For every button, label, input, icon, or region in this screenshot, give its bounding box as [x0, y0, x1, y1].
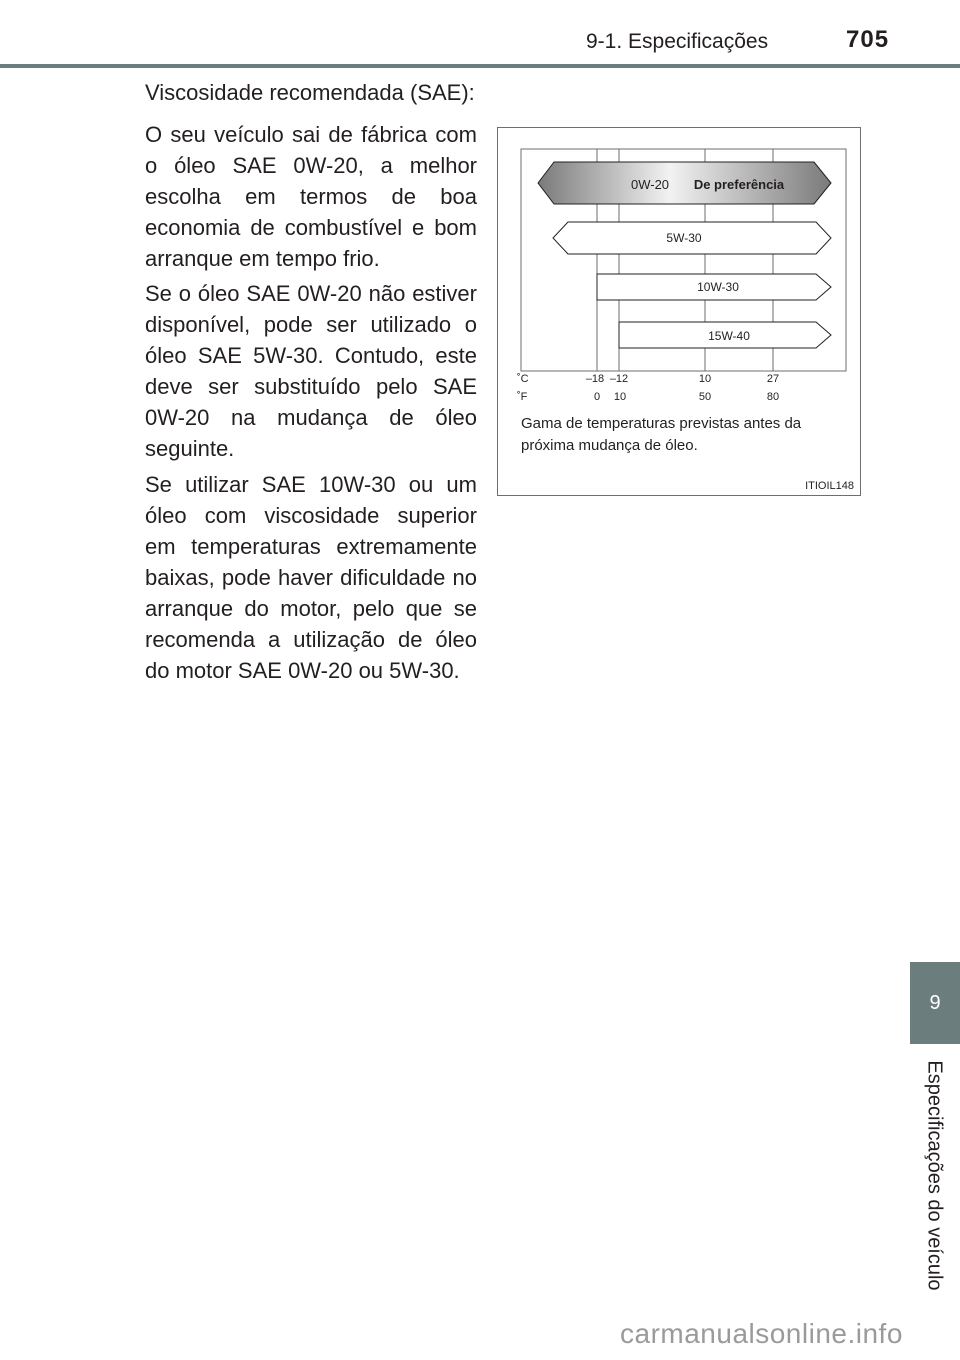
oil-viscosity-figure	[497, 127, 861, 496]
fahrenheit-tick-10: 10	[613, 391, 627, 403]
section-subheading: Viscosidade recomendada (SAE):	[145, 80, 475, 105]
celsius-tick-10: 10	[698, 373, 712, 385]
arrow-0w20	[538, 162, 831, 204]
header-divider	[0, 64, 960, 68]
celsius-tick-minus18: –18	[585, 373, 605, 385]
arrow-0w20-note: De preferência	[693, 177, 785, 192]
body-paragraph-3: Se utilizar SAE 10W-30 ou um óleo com viscosidade superior em temperaturas extremamente baixas, pode haver dificuldade no arranque do motor, pelo que se recomenda a utilização de óleo do motor SAE 0W-20 ou 5W-30.	[145, 472, 477, 683]
chapter-tab[interactable]: 9	[910, 962, 960, 1044]
celsius-tick-minus12: –12	[609, 373, 629, 385]
celsius-unit: ˚C	[517, 373, 529, 385]
fahrenheit-tick-50: 50	[698, 391, 712, 403]
fahrenheit-tick-0: 0	[593, 391, 601, 403]
celsius-tick-27: 27	[766, 373, 780, 385]
chapter-title-vertical	[912, 1050, 956, 1300]
arrow-0w20-label: 0W-20	[630, 177, 670, 192]
figure-code: ITIOIL148	[805, 480, 854, 492]
running-header-section: 9-1. Especificações	[586, 30, 769, 53]
body-paragraph-1: O seu veículo sai de fábrica com o óleo SAE 0W-20, a melhor escolha em termos de boa economia de combustível e bom arranque em tempo frio.	[145, 122, 477, 271]
fahrenheit-tick-80: 80	[766, 391, 780, 403]
body-paragraph-2: Se o óleo SAE 0W-20 não estiver disponível, pode ser utilizado o óleo SAE 5W-30. Contudo, este deve ser substituído pelo SAE 0W-20 na mudança de óleo seguinte.	[145, 281, 477, 461]
arrow-15w40-label: 15W-40	[708, 329, 750, 343]
arrow-10w30-label: 10W-30	[697, 280, 739, 294]
chapter-title-text: Especificações do veículo	[923, 1059, 946, 1291]
arrow-5w30-label: 5W-30	[666, 231, 702, 245]
fahrenheit-unit: ˚F	[517, 391, 528, 403]
figure-caption: Gama de temperaturas previstas antes da próxima mudança de óleo.	[521, 415, 802, 454]
site-watermark: carmanualsonline.info	[620, 1318, 903, 1349]
page-number: 705	[846, 26, 890, 53]
